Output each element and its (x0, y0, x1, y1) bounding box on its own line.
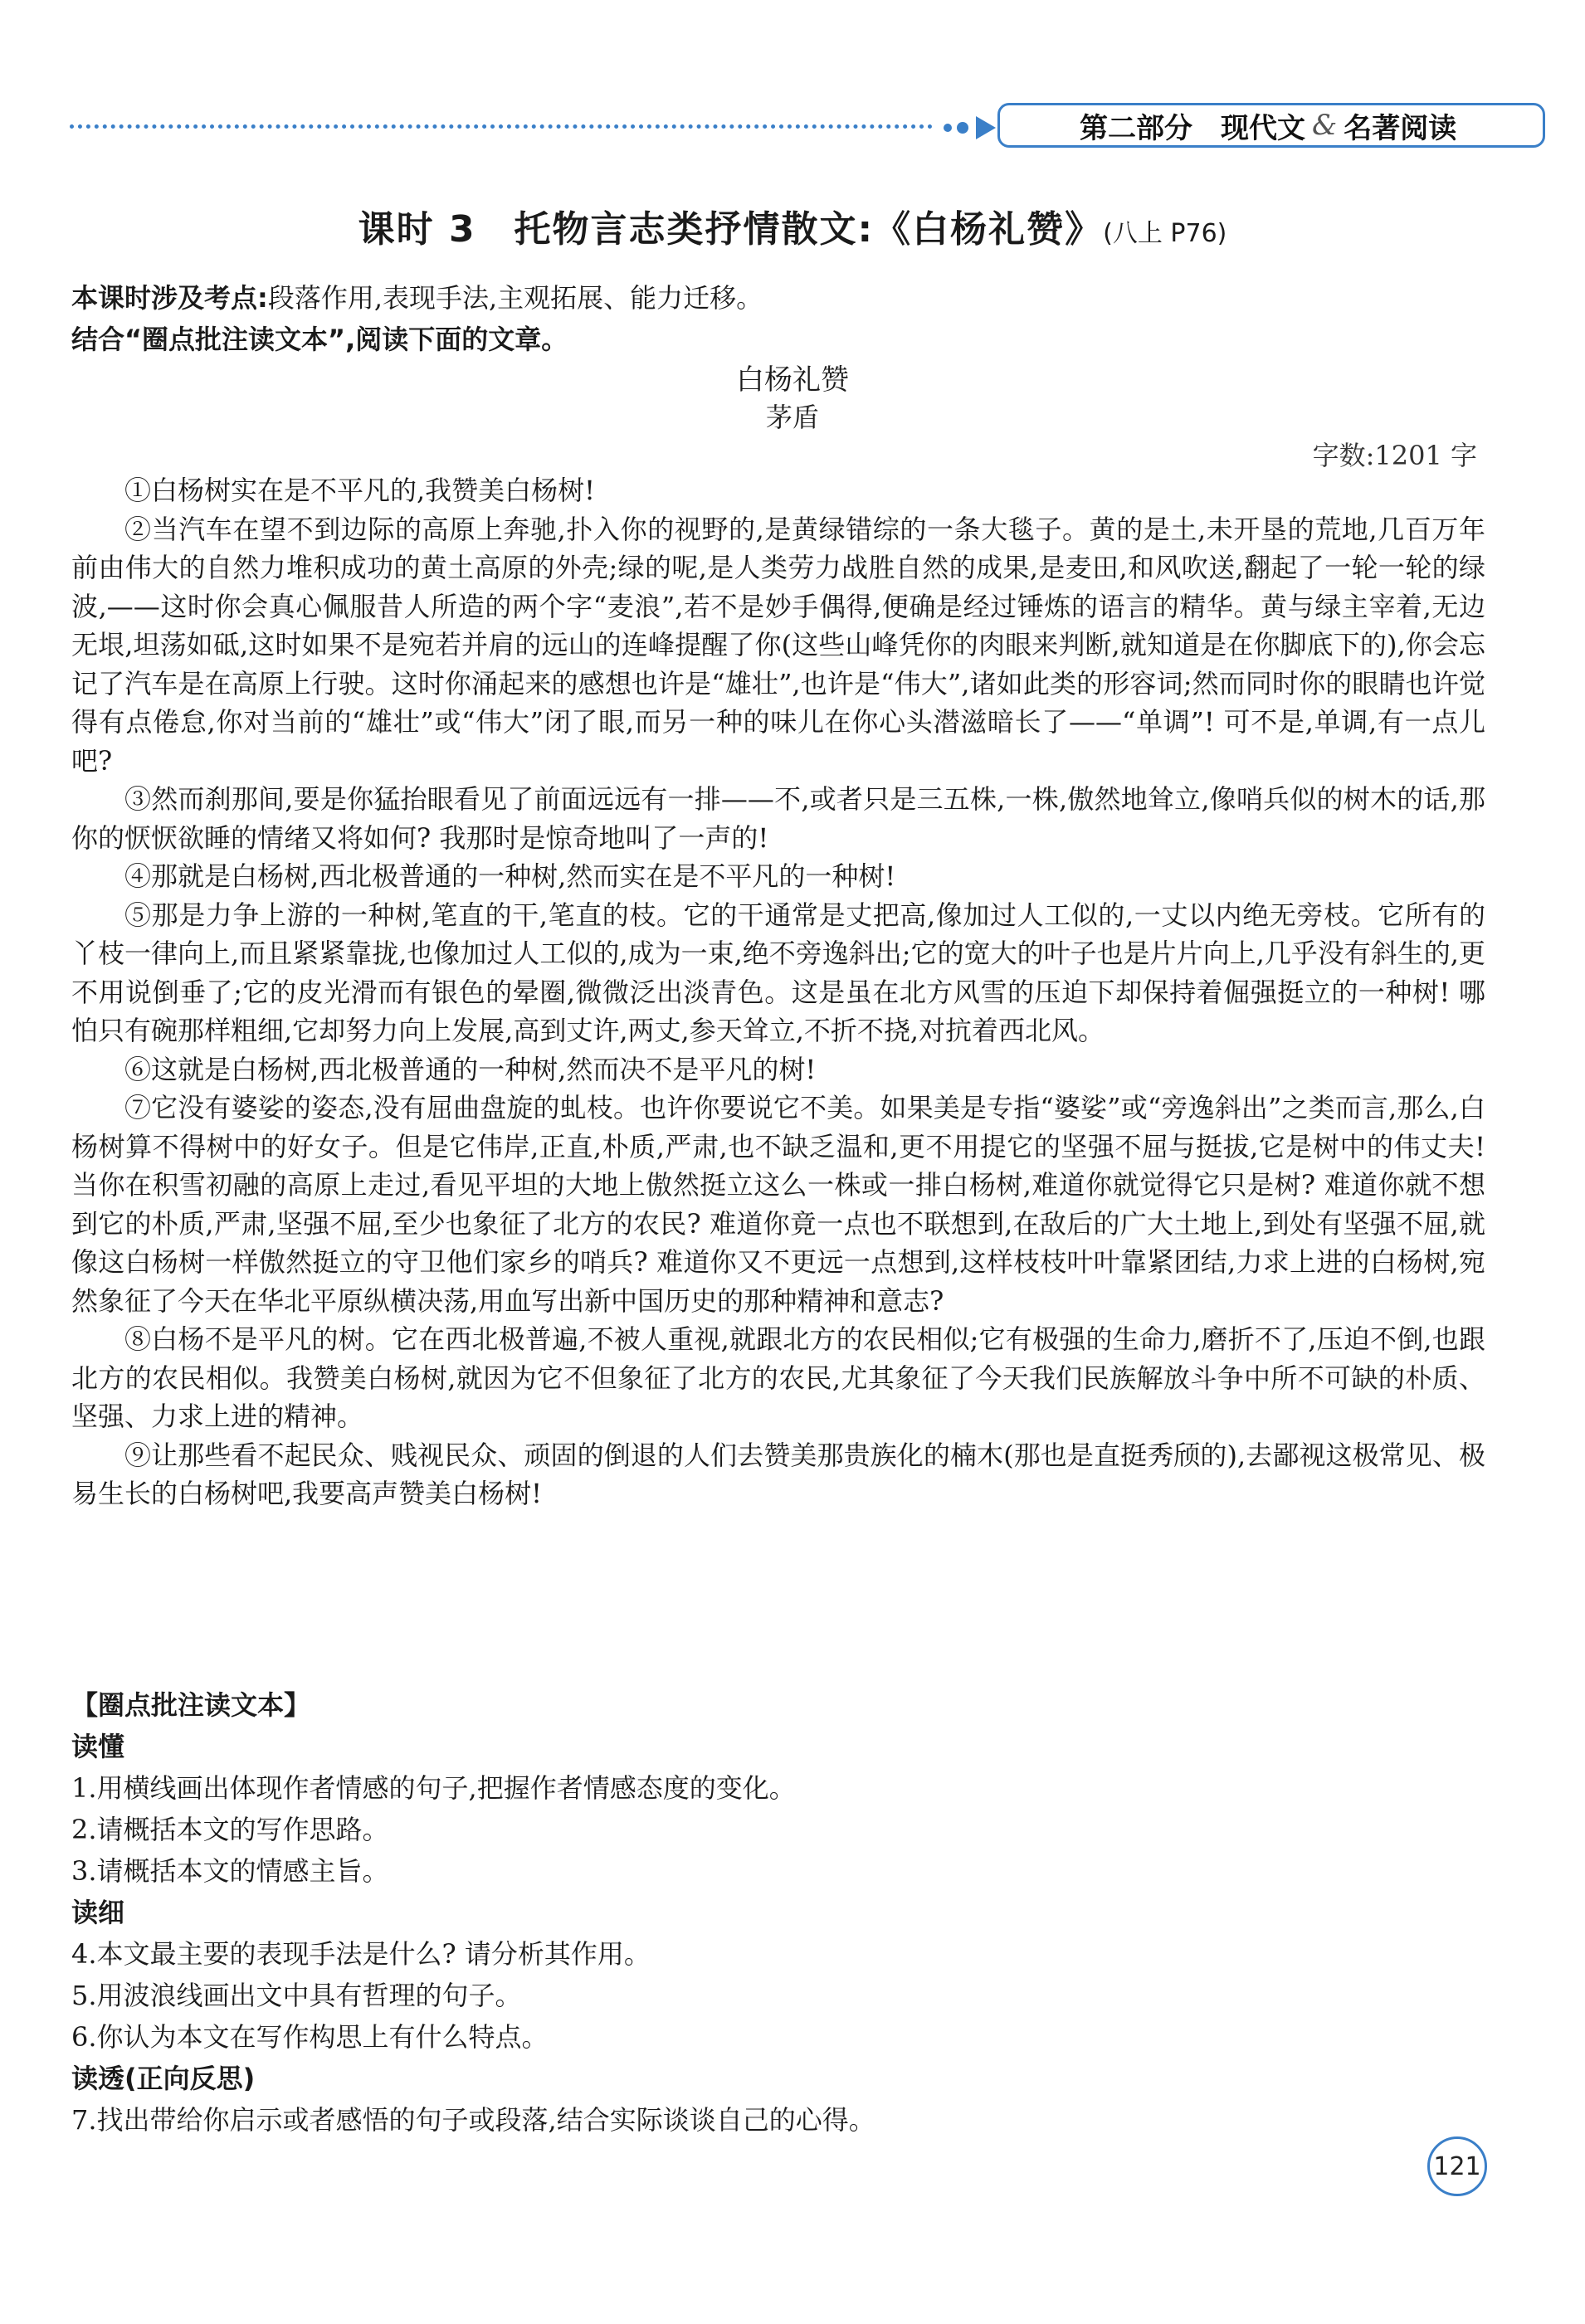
lesson-reference: (八上 P76) (1103, 219, 1227, 248)
essay-body (71, 471, 1485, 1513)
paragraph-4: ④那就是白杨树,西北极普通的一种树,然而实在是不平凡的一种树! (124, 860, 896, 892)
question-3: 3.请概括本文的情感主旨。 (71, 1855, 389, 1887)
double-dot-arrow-icon (938, 110, 1004, 146)
question-4: 4.本文最主要的表现手法是什么? 请分析其作用。 (71, 1938, 651, 1970)
paragraph-2: ②当汽车在望不到边际的高原上奔驰,扑入你的视野的,是黄绿错综的一条大毯子。黄的是土,未开垦的荒地,几百万年前由伟大的自然力堆积成功的黄土高原的外壳;绿的呢,是人类劳力战胜自然的成果,是麦田,和风吹送,翻起了一轮一轮的绿波,——这时你会真心佩服昔人所造的两个字“麦浪”,若不是妙手偶得,便确是经过锤炼的语言的精华。黄与绿主宰着,无边无垠,坦荡如砥,这时如果不是宛若并肩的远山的连峰提醒了你(这些山峰凭你的肉眼来判断,就知道是在你脚底下的),你会忘记了汽车是在高原上行驶。这时你涌起来的感想也许是“雄壮”,也许是“伟大”,诸如此类的形容词;然而同时你的眼睛也许觉得有点倦怠,你对当前的“雄壮”或“伟大”闭了眼,而另一种的味儿在你心头潜滋暗长了——“单调”! 可不是,单调,有一点儿吧? (71, 513, 1485, 777)
group-title-3: 读透(正向反思) (71, 2063, 256, 2094)
group-title-1: 读懂 (71, 1731, 125, 1762)
lesson-title (0, 199, 1585, 252)
section-label-2: 名著阅读 (1344, 111, 1457, 145)
instruction: 结合“圈点批注读文本”,阅读下面的文章。 (71, 324, 568, 355)
paragraph-6: ⑥这就是白杨树,西北极普通的一种树,然而决不是平凡的树! (124, 1053, 817, 1085)
exam-points (71, 277, 763, 315)
paragraph-5: ⑤那是力争上游的一种树,笔直的干,笔直的枝。它的干通常是丈把高,像加过人工似的,一丈以内绝无旁枝。它所有的丫枝一律向上,而且紧紧靠拢,也像加过人工似的,成为一束,绝不旁逸斜出;它的宽大的叶子也是片片向上,几乎没有斜生的,更不用说倒垂了;它的皮光滑而有银色的晕圈,微微泛出淡青色。这是虽在北方风雪的压迫下却保持着倔强挺立的一种树! 哪怕只有碗那样粗细,它却努力向上发展,高到丈许,两丈,参天耸立,不折不挠,对抗着西北风。 (71, 899, 1485, 1046)
exam-points-label: 本课时涉及考点: (71, 282, 268, 314)
exam-points-text: 段落作用,表现手法,主观拓展、能力迁移。 (267, 282, 763, 314)
question-2: 2.请概括本文的写作思路。 (71, 1814, 389, 1845)
section-tab (997, 103, 1545, 148)
lesson-title-text: 课时 3 托物言志类抒情散文:《白杨礼赞》 (358, 208, 1104, 251)
paragraph-3: ③然而刹那间,要是你猛抬眼看见了前面远远有一排——不,或者只是三五株,一株,傲然地耸立,像哨兵似的树木的话,那你的恹恹欲睡的情绪又将如何? 我那时是惊奇地叫了一声的! (71, 783, 1485, 854)
questions-section (71, 1684, 1485, 2141)
ampersand: & (1312, 109, 1338, 142)
word-count: 字数:1201 字 (1312, 440, 1477, 471)
paragraph-1: ①白杨树实在是不平凡的,我赞美白杨树! (124, 475, 596, 506)
paragraph-8: ⑧白杨不是平凡的树。它在西北极普遍,不被人重视,就跟北方的农民相似;它有极强的生命力,磨折不了,压迫不倒,也跟北方的农民相似。我赞美白杨树,就因为它不但象征了北方的农民,尤其象征了今天我们民族解放斗争中所不可缺的朴质、坚强、力求上进的精神。 (71, 1323, 1485, 1432)
page-number: 121 (1427, 2136, 1487, 2196)
essay-author: 茅盾 (765, 402, 819, 433)
question-5: 5.用波浪线画出文中具有哲理的句子。 (71, 1980, 522, 2011)
question-7: 7.找出带给你启示或者感悟的句子或段落,结合实际谈谈自己的心得。 (71, 2104, 875, 2136)
paragraph-9: ⑨让那些看不起民众、贱视民众、顽固的倒退的人们去赞美那贵族化的楠木(那也是直挺秀颀的),去鄙视这极常见、极易生长的白杨树吧,我要高声赞美白杨树! (71, 1439, 1485, 1509)
question-6: 6.你认为本文在写作构思上有什么特点。 (71, 2021, 549, 2053)
page-header (70, 98, 1480, 156)
paragraph-7: ⑦它没有婆娑的姿态,没有屈曲盘旋的虬枝。也许你要说它不美。如果美是专指“婆娑”或“旁逸斜出”之类而言,那么,白杨树算不得树中的好女子。但是它伟岸,正直,朴质,严肃,也不缺乏温和,更不用提它的坚强不屈与挺拔,它是树中的伟丈夫! 当你在积雪初融的高原上走过,看见平坦的大地上傲然挺立这么一株或一排白杨树,难道你就觉得它只是树? 难道你就不想到它的朴质,严肃,坚强不屈,至少也象征了北方的农民? 难道你竟一点也不联想到,在敌后的广大土地上,到处有坚强不屈,就像这白杨树一样傲然挺立的守卫他们家乡的哨兵? 难道你又不更远一点想到,这样枝枝叶叶靠紧团结,力求上进的白杨树,宛然象征了今天在华北平原纵横决荡,用血写出新中国历史的那种精神和意志? (71, 1092, 1485, 1317)
essay-title: 白杨礼赞 (736, 363, 849, 397)
question-1: 1.用横线画出体现作者情感的句子,把握作者情感态度的变化。 (71, 1772, 796, 1804)
questions-heading: 【圈点批注读文本】 (71, 1689, 311, 1721)
dotted-rule (70, 124, 933, 129)
section-label: 第二部分 现代文 (1080, 111, 1305, 145)
group-title-2: 读细 (71, 1897, 125, 1928)
